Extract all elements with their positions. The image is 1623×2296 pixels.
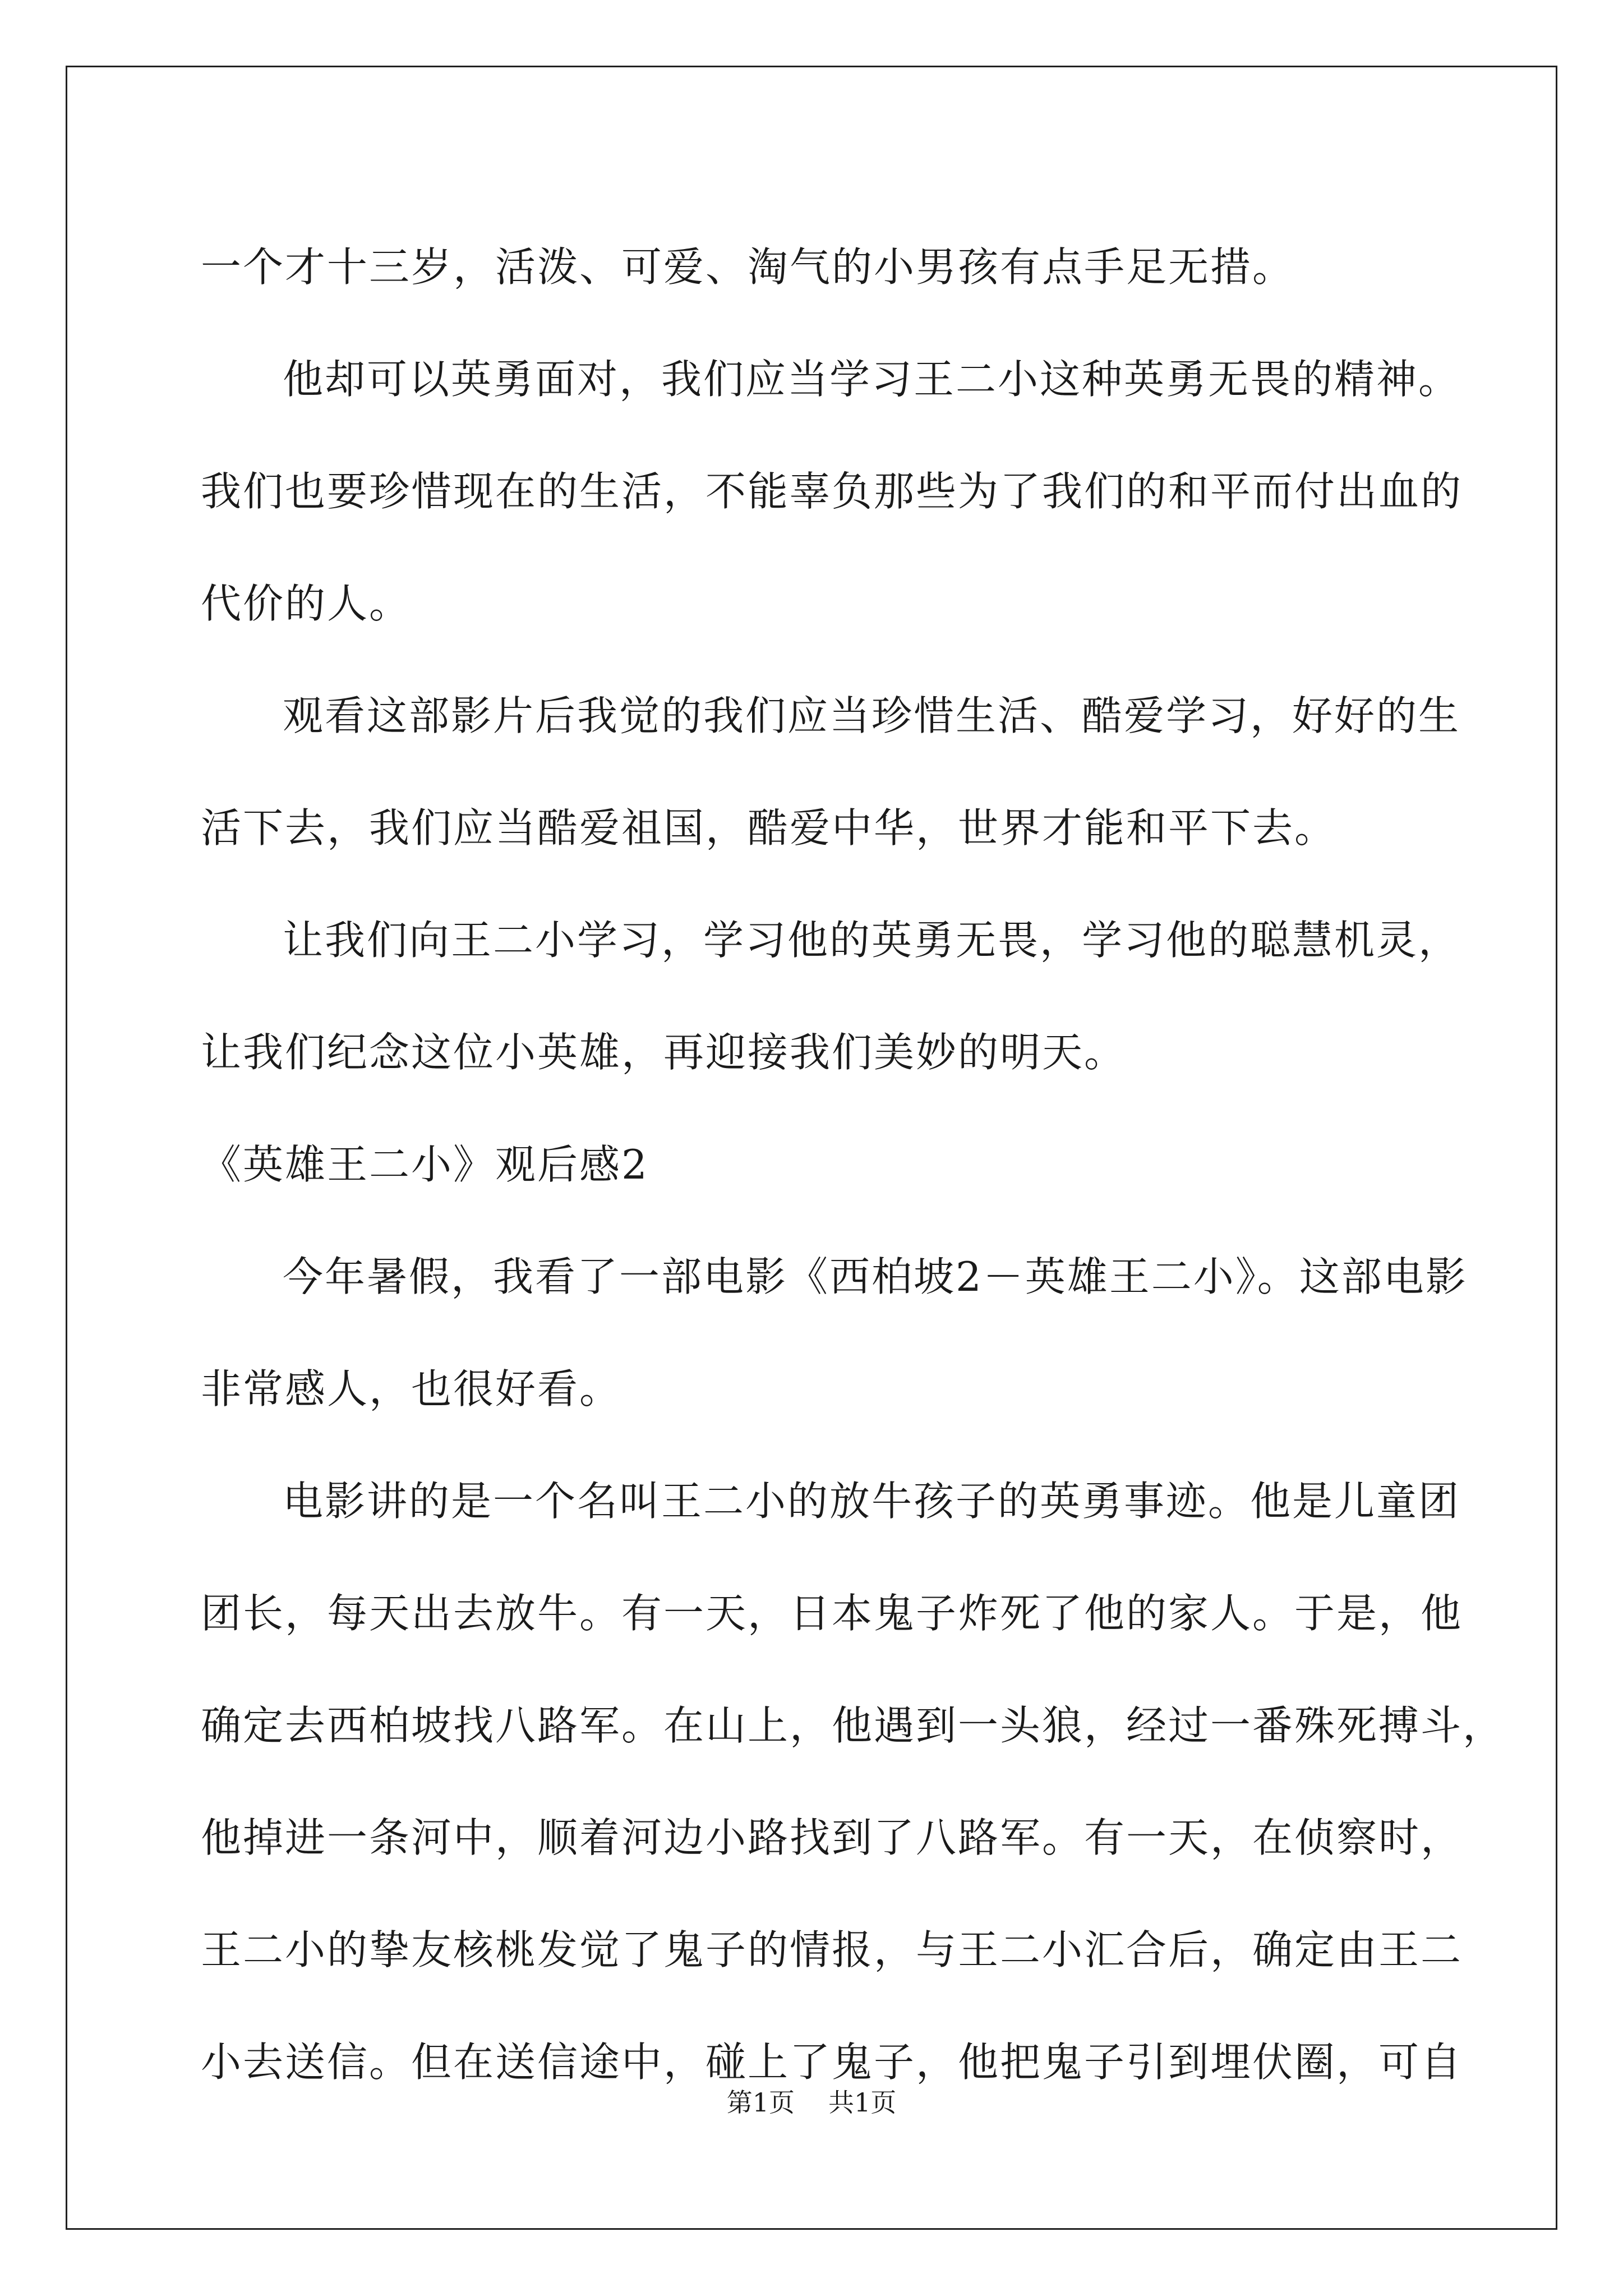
- page-footer: [0, 2082, 1623, 2119]
- text-line: 他掉进一条河中，顺着河边小路找到了八路军。有一天，在侦察时，: [201, 1814, 1463, 1861]
- text-line: 小去送信。但在送信途中，碰上了鬼子，他把鬼子引到埋伏圈，可自: [201, 2039, 1463, 2086]
- section-heading: 《英雄王二小》观后感2: [201, 1141, 649, 1188]
- text-line: 活下去，我们应当酷爱祖国，酷爱中华，世界才能和平下去。: [201, 804, 1337, 852]
- text-line: 让我们纪念这位小英雄，再迎接我们美妙的明天。: [201, 1029, 1127, 1076]
- page-total: 共1页: [828, 2087, 897, 2118]
- text-line: 代价的人。: [201, 580, 412, 627]
- text-line: 确定去西柏坡找八路军。在山上，他遇到一头狼，经过一番殊死搏斗，: [201, 1702, 1505, 1749]
- text-line: 观看这部影片后我觉的我们应当珍惜生活、酷爱学习，好好的生: [283, 692, 1461, 739]
- text-line: 非常感人，也很好看。: [201, 1365, 622, 1412]
- text-line: 王二小的挚友核桃发觉了鬼子的情报，与王二小汇合后，确定由王二: [201, 1926, 1463, 1973]
- text-line: 让我们向王二小学习，学习他的英勇无畏，学习他的聪慧机灵，: [283, 917, 1461, 964]
- document-body: [201, 211, 1505, 2118]
- text-line: 他却可以英勇面对，我们应当学习王二小这种英勇无畏的精神。: [283, 356, 1461, 403]
- text-line: 我们也要珍惜现在的生活，不能辜负那些为了我们的和平而付出血的: [201, 468, 1463, 515]
- page-number: 第1页: [726, 2087, 795, 2118]
- text-line: 团长，每天出去放牛。有一天，日本鬼子炸死了他的家人。于是，他: [201, 1590, 1463, 1637]
- text-line: 一个才十三岁，活泼、可爱、淘气的小男孩有点手足无措。: [201, 243, 1295, 291]
- text-line: 今年暑假，我看了一部电影《西柏坡2－英雄王二小》。这部电影: [283, 1253, 1468, 1300]
- text-line: 电影讲的是一个名叫王二小的放牛孩子的英勇事迹。他是儿童团: [283, 1478, 1461, 1525]
